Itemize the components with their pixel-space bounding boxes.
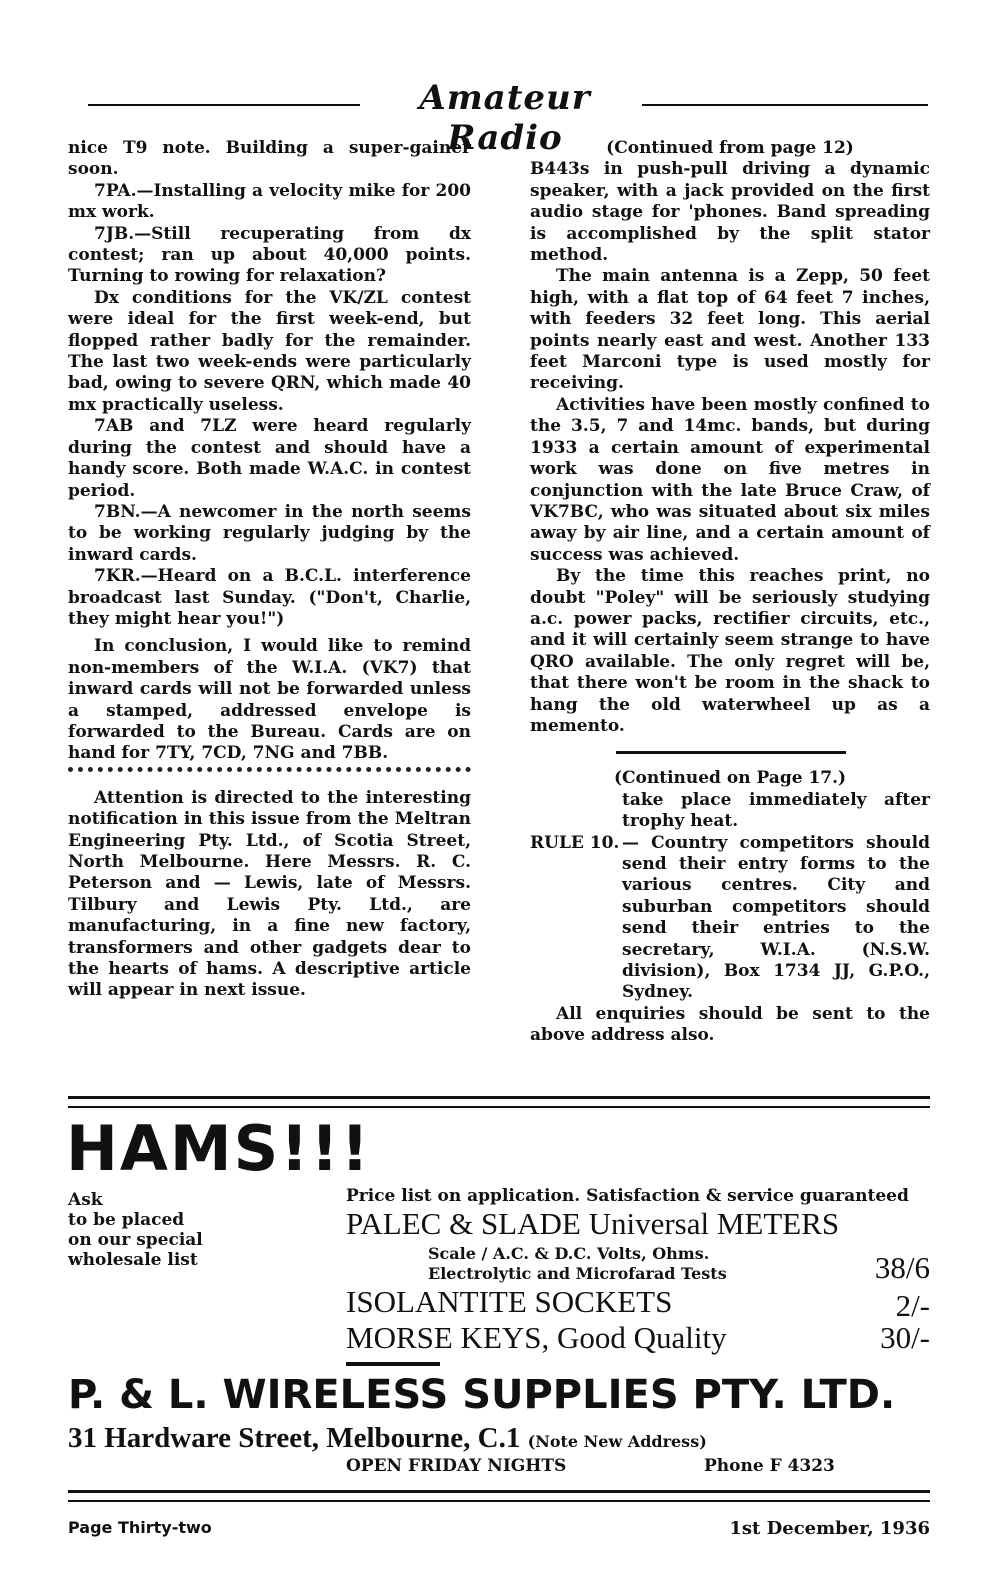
rule-10 bbox=[530, 833, 930, 1004]
advert-heading: HAMS!!! bbox=[66, 1112, 372, 1185]
paragraph: 7KR.—Heard on a B.C.L. interference broadcast last Sunday. ("Don't, Charlie, they might hear you!") bbox=[68, 566, 471, 629]
company-address bbox=[68, 1422, 707, 1455]
continued-on-note: (Continued on Page 17.) bbox=[613, 768, 847, 789]
paragraph: The main antenna is a Zepp, 50 feet high, with a flat top of 64 feet 7 inches, with feeders 32 feet long. This aerial points nearly east and west. Another 133 feet Marconi type is used mostly for receiving. bbox=[530, 266, 930, 394]
phone-number: Phone F 4323 bbox=[704, 1456, 835, 1476]
product-meters-sub2: Electrolytic and Microfarad Tests bbox=[428, 1264, 727, 1283]
paragraph: B443s in push-pull driving a dynamic speaker, with a jack provided on the first audio stage for 'phones. Band spreading is accomplished by the split stator method. bbox=[530, 159, 930, 266]
opening-hours: OPEN FRIDAY NIGHTS bbox=[346, 1456, 567, 1476]
paragraph: 7AB and 7LZ were heard regularly during the contest and should have a handy score. Both made W.A.C. in contest period. bbox=[68, 416, 471, 501]
rule-10-text: — Country competitors should send their entry forms to the various centres. City and suburban competitors should send their entries to the secretary, W.I.A. (N.S.W. division), Box 1734 JJ, G.P.O., Sydney. bbox=[622, 832, 930, 1003]
ask-line: Ask bbox=[68, 1190, 103, 1210]
product-meters: PALEC & SLADE Universal METERS bbox=[346, 1206, 840, 1241]
paragraph: Dx conditions for the VK/ZL contest were ideal for the first week-end, but flopped rather badly for the remainder. The last two week-ends were particularly bad, owing to severe QRN, which made 40 mx practically useless. bbox=[68, 287, 471, 415]
page-number: Page Thirty-two bbox=[68, 1518, 212, 1537]
price-morse-keys: 30/- bbox=[880, 1320, 930, 1355]
ask-line: wholesale list bbox=[68, 1250, 198, 1270]
closing-line: All enquiries should be sent to the above address also. bbox=[530, 1003, 930, 1046]
company-name: P. & L. WIRELESS SUPPLIES PTY. LTD. bbox=[68, 1372, 896, 1418]
rule-10-label: RULE 10. bbox=[530, 832, 620, 853]
issue-date: 1st December, 1936 bbox=[729, 1518, 930, 1539]
ask-line: to be placed bbox=[68, 1210, 185, 1230]
price-meters: 38/6 bbox=[874, 1250, 930, 1285]
paragraph: 7PA.—Installing a velocity mike for 200 mx work. bbox=[68, 180, 471, 223]
section-rule bbox=[616, 751, 846, 754]
paragraph: Attention is directed to the interesting notification in this issue from the Meltran Engineering Pty. Ltd., of Scotia Street, North Melbourne. Here Messrs. R. C. Peterson and — Lewis, late of Messrs. Tilbury and Lewis Pty. Ltd., are manufacturing, in a fine new factory, transformers and other gadgets dear to the hearts of hams. A descriptive article will appear in next issue. bbox=[68, 787, 471, 1001]
advert-ask-note bbox=[68, 1190, 238, 1270]
masthead-rule-right bbox=[642, 104, 928, 106]
masthead-title: Amateur Radio bbox=[419, 78, 591, 158]
advert-top-rule bbox=[68, 1096, 930, 1108]
product-morse-keys: MORSE KEYS, Good Quality bbox=[346, 1320, 727, 1355]
product-sockets: ISOLANTITE SOCKETS bbox=[346, 1284, 673, 1319]
paragraph: nice T9 note. Building a super-gainer soon. bbox=[68, 138, 471, 180]
advert-short-rule bbox=[346, 1362, 440, 1366]
paragraph: By the time this reaches print, no doubt "Poley" will be seriously studying a.c. power packs, rectifier circuits, etc., and it will certainly seem strange to have QRO available. The only regret will be, that there won't be room in the shack to hang the old waterwheel up as a memento. bbox=[530, 566, 930, 736]
footer-rule bbox=[68, 1490, 930, 1502]
paragraph: Activities have been mostly confined to the 3.5, 7 and 14mc. bands, but during 1933 a certain amount of experimental work was done on five metres in conjunction with the late Bruce Craw, of VK7BC, who was situated about six miles away by air line, and a certain amount of success was achieved. bbox=[530, 394, 930, 565]
continued-from-note: (Continued from page 12) bbox=[606, 138, 854, 158]
dotted-divider bbox=[68, 767, 471, 778]
paragraph: In conclusion, I would like to remind non-members of the W.I.A. (VK7) that inward cards will not be forwarded unless a stamped, addressed envelope is forwarded to the Bureau. Cards are on hand for 7TY, 7CD, 7NG and 7BB. bbox=[68, 636, 471, 764]
masthead-rule-left bbox=[88, 104, 360, 106]
advert-price-list-note: Price list on application. Satisfaction & service guaranteed bbox=[346, 1186, 909, 1206]
paragraph: 7JB.—Still recuperating from dx contest; ran up about 40,000 points. Turning to rowing for relaxation? bbox=[68, 223, 471, 287]
ask-line: on our special bbox=[68, 1230, 203, 1250]
paragraph: 7BN.—A newcomer in the north seems to be working regularly judging by the inward cards. bbox=[68, 501, 471, 565]
product-meters-sub1: Scale / A.C. & D.C. Volts, Ohms. bbox=[428, 1244, 710, 1263]
price-sockets: 2/- bbox=[895, 1288, 930, 1323]
left-column bbox=[68, 138, 471, 1002]
right-column bbox=[530, 138, 930, 1047]
rule9-tail: take place immediately after trophy heat. bbox=[622, 789, 930, 832]
address-text: 31 Hardware Street, Melbourne, C.1 bbox=[68, 1422, 521, 1454]
address-note: (Note New Address) bbox=[527, 1432, 707, 1451]
